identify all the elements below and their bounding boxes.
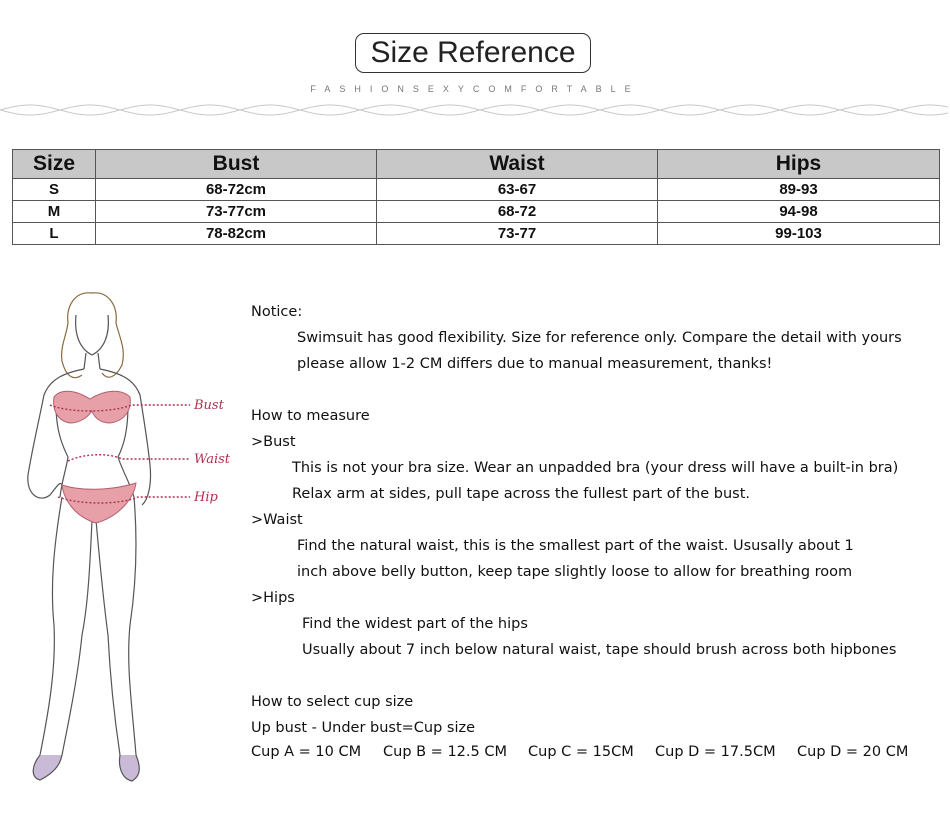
notice-line: Swimsuit has good flexibility. Size for reference only. Compare the detail with yours: [297, 330, 902, 346]
table-header-row: [13, 150, 940, 179]
cell-size: L: [13, 223, 96, 245]
right-leg-outline: [96, 497, 136, 755]
cell-waist: 68-72: [377, 201, 658, 223]
notice-line: please allow 1-2 CM differs due to manual measurement, thanks!: [297, 356, 773, 372]
hips-instruction: Find the widest part of the hips: [302, 616, 528, 632]
cup-size-item: Cup B = 12.5 CM: [383, 744, 507, 760]
cell-hips: 99-103: [658, 223, 940, 245]
cell-size: S: [13, 179, 96, 201]
bust-instruction: This is not your bra size. Wear an unpadded bra (your dress will have a built-in bra): [292, 460, 899, 476]
cell-bust: 78-82cm: [96, 223, 377, 245]
page-title-text: Size Reference: [370, 36, 576, 69]
cell-hips: 89-93: [658, 179, 940, 201]
size-table: [12, 149, 940, 245]
cup-heading: How to select cup size: [251, 694, 414, 710]
cup-size-item: Cup D = 17.5CM: [655, 744, 776, 760]
cell-waist: 63-67: [377, 179, 658, 201]
table-row: [13, 223, 940, 245]
waist-measure-line: [68, 455, 190, 461]
cup-formula: Up bust - Under bust=Cup size: [251, 720, 476, 736]
header-waist: Waist: [377, 150, 658, 179]
cup-size-item: Cup D = 20 CM: [797, 744, 909, 760]
hip-label: Hip: [194, 490, 218, 505]
header-size: Size: [13, 150, 96, 179]
cup-size-item: Cup C = 15CM: [528, 744, 634, 760]
measure-heading: How to measure: [251, 408, 370, 424]
cell-waist: 73-77: [377, 223, 658, 245]
left-leg-outline: [40, 497, 92, 755]
cell-bust: 73-77cm: [96, 201, 377, 223]
page-title: [355, 33, 591, 73]
measurement-figure: [10, 285, 245, 795]
bust-section-label: >Bust: [251, 434, 296, 450]
waist-section-label: >Waist: [251, 512, 303, 528]
table-row: [13, 201, 940, 223]
waist-instruction: Find the natural waist, this is the smallest part of the waist. Ususally about 1: [297, 538, 854, 554]
bust-label: Bust: [194, 398, 224, 413]
hips-instruction: Usually about 7 inch below natural waist, tape should brush across both hipbones: [302, 642, 897, 658]
left-arm-outline: [28, 369, 84, 498]
header-bust: Bust: [96, 150, 377, 179]
waist-label: Waist: [194, 452, 231, 467]
tagline: FASHIONSEXYCOMFORTABLE: [310, 84, 640, 94]
bust-instruction: Relax arm at sides, pull tape across the fullest part of the bust.: [292, 486, 750, 502]
hair-outline: [62, 293, 124, 378]
cell-hips: 94-98: [658, 201, 940, 223]
table-row: [13, 179, 940, 201]
cup-size-item: Cup A = 10 CM: [251, 744, 362, 760]
swimsuit-top: [54, 391, 131, 423]
cell-size: M: [13, 201, 96, 223]
hips-section-label: >Hips: [251, 590, 295, 606]
header-hips: Hips: [658, 150, 940, 179]
left-foot: [33, 755, 62, 780]
cell-bust: 68-72cm: [96, 179, 377, 201]
right-foot: [120, 755, 140, 781]
waist-instruction: inch above belly button, keep tape slightly loose to allow for breathing room: [297, 564, 853, 580]
wave-divider: [0, 100, 950, 120]
notice-heading: Notice:: [251, 304, 303, 320]
face-outline: [76, 315, 109, 355]
